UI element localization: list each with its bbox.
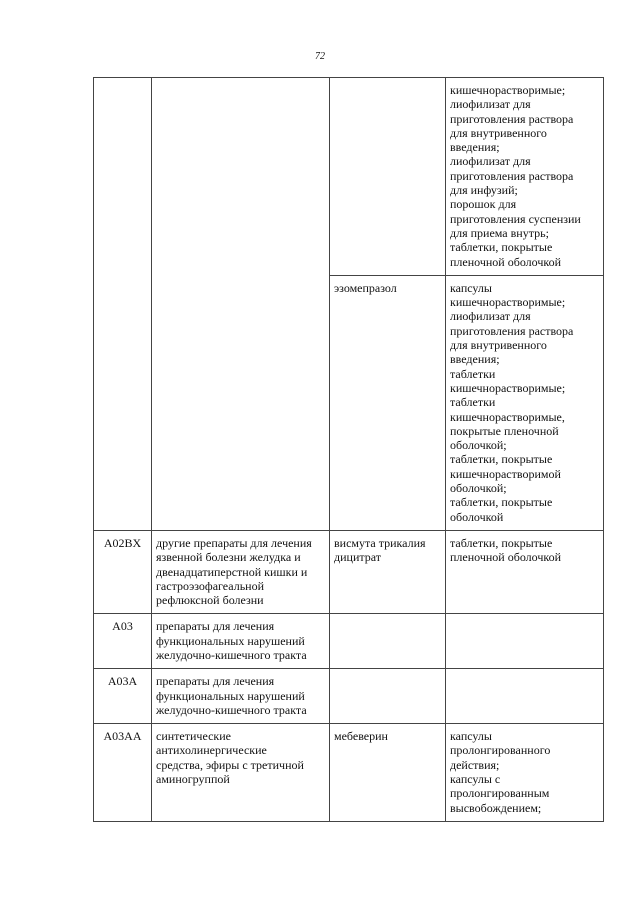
page-number: 72 (315, 51, 325, 62)
drug-cell: эзомепразол (330, 275, 446, 530)
dosage-forms-cell: капсулы кишечнорастворимые; лиофилизат для приготовления раствора для внутривенного введения; таблетки кишечнорастворимые; таблетки кишечнорастворимые, покрытые пленочной оболочкой; таблетки, покрытые кишечнорастворимой оболочкой; таблетки, покрытые оболочкой (446, 275, 604, 530)
drug-cell (330, 669, 446, 724)
table-row (94, 669, 604, 724)
group-cell: препараты для лечения функциональных нарушений желудочно-кишечного тракта (152, 669, 330, 724)
drug-table (93, 77, 604, 822)
atc-code-cell: A03 (94, 614, 152, 669)
group-cell: препараты для лечения функциональных нарушений желудочно-кишечного тракта (152, 614, 330, 669)
dosage-forms-cell: капсулы пролонгированного действия; капсулы с пролонгированным высвобождением; (446, 724, 604, 822)
drug-cell (330, 78, 446, 276)
atc-code-cell: A03AA (94, 724, 152, 822)
group-cell (152, 78, 330, 531)
dosage-forms-cell: таблетки, покрытые пленочной оболочкой (446, 530, 604, 613)
atc-code-cell (94, 78, 152, 531)
group-cell: синтетические антихолинергические средства, эфиры с третичной аминогруппой (152, 724, 330, 822)
atc-code-cell: A02BX (94, 530, 152, 613)
table-row (94, 724, 604, 822)
atc-code-cell: A03A (94, 669, 152, 724)
group-cell: другие препараты для лечения язвенной болезни желудка и двенадцатиперстной кишки и гастроэзофагеальной рефлюксной болезни (152, 530, 330, 613)
dosage-forms-cell (446, 614, 604, 669)
drug-cell: мебеверин (330, 724, 446, 822)
drug-cell (330, 614, 446, 669)
dosage-forms-cell: кишечнорастворимые; лиофилизат для приготовления раствора для внутривенного введения; лиофилизат для приготовления раствора для инфузий; порошок для приготовления суспензии для приема внутрь; таблетки, покрытые пленочной оболочкой (446, 78, 604, 276)
drug-cell: висмута трикалия дицитрат (330, 530, 446, 613)
dosage-forms-cell (446, 669, 604, 724)
table-row (94, 78, 604, 276)
table-row (94, 614, 604, 669)
table-row (94, 530, 604, 613)
